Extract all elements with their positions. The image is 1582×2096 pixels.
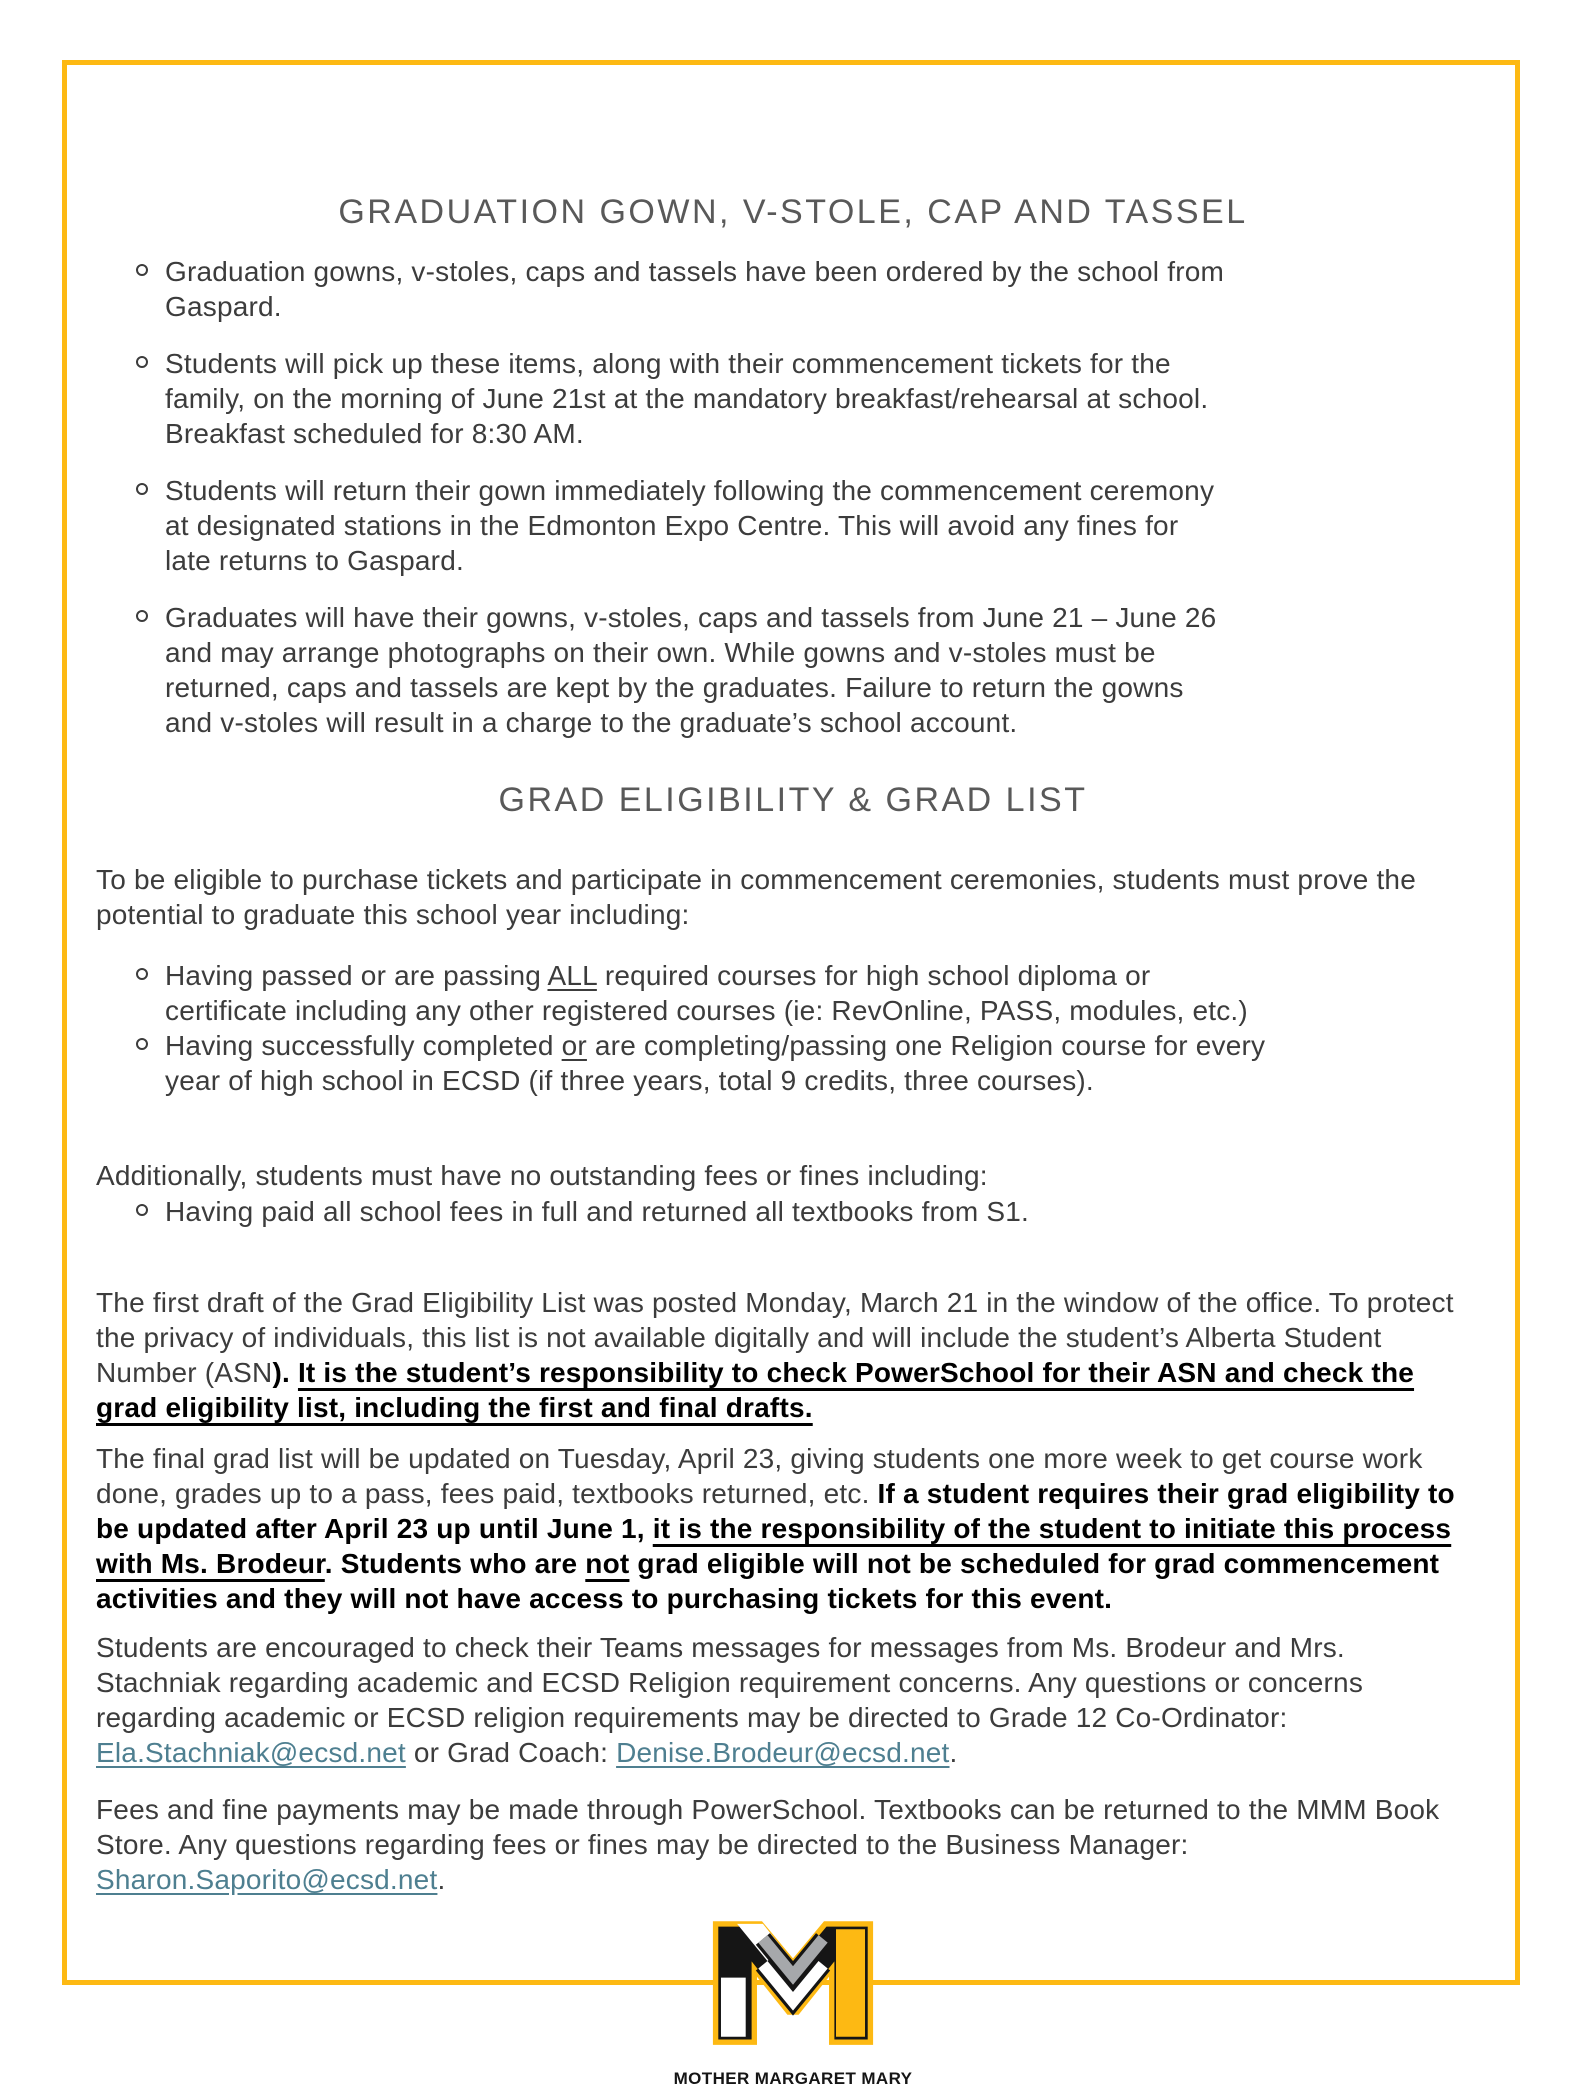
gown-bullet-list: [96, 254, 1490, 740]
email-link-saporito[interactable]: Sharon.Saporito@ecsd.net: [96, 1864, 438, 1895]
bullet-text: Students will return their gown immediately following the commencement ceremony at designated stations in the Edmonton Expo Centre. This will avoid any fines for late returns to Gaspard.: [165, 475, 1215, 576]
fees-bullet-list: [96, 1194, 1490, 1229]
requirements-bullet-list: [96, 958, 1490, 1098]
bullet-circle-icon: [136, 610, 148, 622]
bullet-text: [165, 958, 1275, 1028]
text-segment: Fees and fine payments may be made through PowerSchool. Textbooks can be returned to the MMM Book Store. Any questions regarding fees or fines may be directed to the Business Manager:: [96, 1794, 1440, 1860]
bullet-circle-icon: [136, 968, 148, 980]
school-logo: [96, 1915, 1490, 2096]
page-content: [96, 64, 1490, 2096]
underlined-text: ALL: [547, 960, 597, 991]
text-segment: or Grad Coach:: [405, 1737, 617, 1768]
bullet-item: [96, 346, 1490, 451]
text-segment: Having passed or are passing: [165, 960, 548, 991]
text-segment: required courses for high school diploma or certificate including any other registered courses (ie: RevOnline, PASS, modules, etc.): [165, 960, 1248, 1026]
text-segment: .: [437, 1864, 446, 1895]
section-heading-gown: GRADUATION GOWN, V-STOLE, CAP AND TASSEL: [338, 193, 1248, 231]
bullet-text: Having paid all school fees in full and returned all textbooks from S1.: [165, 1196, 1030, 1227]
text-segment: Having successfully completed: [165, 1030, 562, 1061]
section-heading-eligibility: GRAD ELIGIBILITY & GRAD LIST: [498, 781, 1088, 819]
bullet-circle-icon: [136, 483, 148, 495]
fees-intro: Additionally, students must have no outstanding fees or fines including:: [96, 1160, 988, 1191]
text-segment: Students are encouraged to check their Teams messages for messages from Ms. Brodeur and Mrs. Stachniak regarding academic and ECSD Religion requirement concerns. Any questions or concerns regarding academic or ECSD religion requirements may be directed to Grade 12 Co-Ordinator:: [96, 1632, 1364, 1733]
bold-underlined-text: it is the responsibility of the student to initiate this process with Ms. Brodeur: [96, 1513, 1452, 1579]
bullet-item: [96, 600, 1490, 740]
bullet-circle-icon: [136, 356, 148, 368]
bullet-text: Graduation gowns, v-stoles, caps and tassels have been ordered by the school from Gaspard.: [165, 256, 1225, 322]
payments-paragraph: [96, 1792, 1456, 1897]
bullet-circle-icon: [136, 264, 148, 276]
bullet-text: Students will pick up these items, along with their commencement tickets for the family, on the morning of June 21st at the mandatory breakfast/rehearsal at school. Breakfast scheduled for 8:30 AM.: [165, 348, 1209, 449]
bullet-item: [96, 473, 1490, 578]
bullet-circle-icon: [136, 1204, 148, 1216]
bullet-item: [96, 958, 1490, 1028]
text-segment: The first draft of the Grad Eligibility List was posted Monday, March 21 in the window of the office. To protect the privacy of individuals, this list is not available digitally and will include the student’s Alberta Student Number (ASN: [96, 1287, 1454, 1388]
bullet-text: [165, 1028, 1275, 1098]
bullet-item: [96, 1028, 1490, 1098]
final-list-paragraph: [96, 1441, 1456, 1616]
mmm-monogram-icon: [707, 1915, 879, 2051]
bold-text: . Students who are: [324, 1548, 586, 1579]
bullet-circle-icon: [136, 1038, 148, 1050]
email-link-brodeur[interactable]: Denise.Brodeur@ecsd.net: [616, 1737, 950, 1768]
bullet-text: Graduates will have their gowns, v-stoles, caps and tassels from June 21 – June 26 and may arrange photographs on their own. While gowns and v-stoles must be returned, caps and tassels are kept by the graduates. Failure to return the gowns and v-stoles will result in a charge to the graduate’s school account.: [165, 602, 1217, 738]
school-name: MOTHER MARGARET MARY: [673, 2069, 913, 2088]
bullet-item: [96, 254, 1490, 324]
bold-text: grad eligible will not be scheduled for grad commencement activities and they will not have access to purchasing tickets for this event.: [96, 1548, 1440, 1614]
underlined-text: or: [561, 1030, 587, 1061]
text-segment: .: [949, 1737, 958, 1768]
first-draft-paragraph: [96, 1285, 1456, 1425]
bold-underlined-text: not: [585, 1548, 630, 1579]
bold-underlined-text: It is the student’s responsibility to check PowerSchool for their ASN and check the grad eligibility list, including the first and final drafts.: [96, 1357, 1415, 1423]
bullet-item: [96, 1194, 1490, 1229]
eligibility-intro: To be eligible to purchase tickets and participate in commencement ceremonies, students must prove the potential to graduate this school year including:: [96, 864, 1416, 930]
email-link-stachniak[interactable]: Ela.Stachniak@ecsd.net: [96, 1737, 406, 1768]
bold-text: If a student requires their grad eligibility to be updated after April 23 up until June 1,: [96, 1478, 1455, 1544]
teams-paragraph: [96, 1630, 1456, 1770]
text-segment: The final grad list will be updated on Tuesday, April 23, giving students one more week to get course work done, grades up to a pass, fees paid, textbooks returned, etc.: [96, 1443, 1423, 1509]
bold-text: ).: [272, 1357, 298, 1388]
text-segment: are completing/passing one Religion course for every year of high school in ECSD (if three years, total 9 credits, three courses).: [165, 1030, 1266, 1096]
